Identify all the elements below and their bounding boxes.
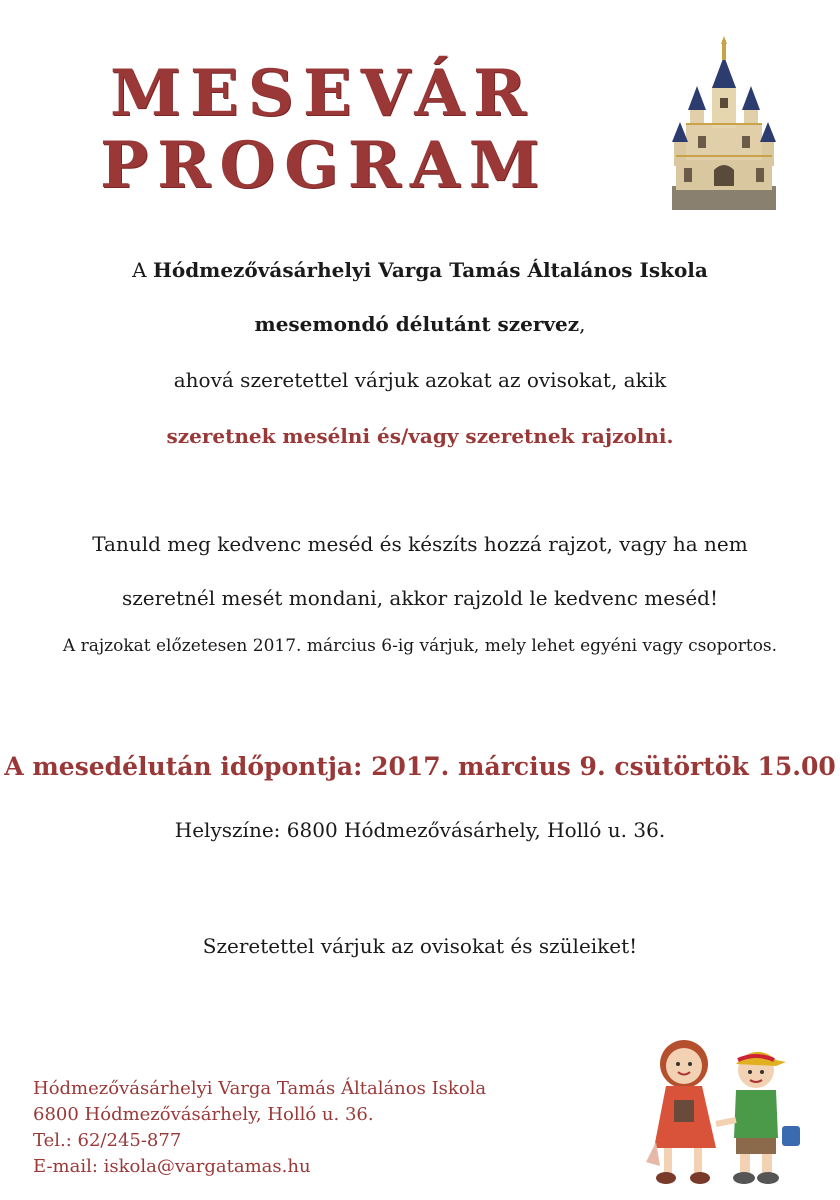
event-datetime: A mesedélután időpontja: 2017. március 9. csütörtök 15.00	[4, 752, 836, 781]
title-line-2: PROGRAM	[100, 128, 549, 203]
footer-address: 6800 Hódmezővásárhely, Holló u. 36.	[33, 1104, 374, 1125]
footer-email: E-mail: iskola@vargatamas.hu	[33, 1156, 311, 1177]
intro-line-event	[0, 312, 840, 336]
instruction-line-3: A rajzokat előzetesen 2017. március 6-ig várjuk, mely lehet egyéni vagy csoportos.	[62, 636, 778, 656]
event-type: mesemondó délutánt szervez	[254, 312, 580, 336]
instruction-line-1: Tanuld meg kedvenc meséd és készíts hozzá rajzot, vagy ha nem	[92, 532, 748, 556]
footer-school-name: Hódmezővásárhelyi Varga Tamás Általános Iskola	[33, 1078, 487, 1099]
intro-prefix: A	[132, 258, 153, 282]
children-icon	[636, 1030, 806, 1190]
title-line-1: MESEVÁR	[110, 56, 536, 131]
event-location: Helyszíne: 6800 Hódmezővásárhely, Holló u. 36.	[174, 818, 666, 842]
castle-icon	[668, 36, 780, 214]
footer-phone: Tel.: 62/245-877	[33, 1130, 182, 1151]
intro-line-school	[0, 258, 840, 282]
footer-contact	[33, 1076, 593, 1180]
intro-invite: ahová szeretettel várjuk azokat az ovisokat, akik	[173, 368, 667, 392]
event-type-tail: ,	[579, 312, 586, 336]
school-name: Hódmezővásárhelyi Varga Tamás Általános Iskola	[152, 258, 708, 282]
intro-highlight: szeretnek mesélni és/vagy szeretnek rajzolni.	[166, 424, 674, 448]
instruction-line-2: szeretnél mesét mondani, akkor rajzold le kedvenc meséd!	[121, 586, 719, 610]
closing-text: Szeretettel várjuk az ovisokat és szüleiket!	[202, 934, 638, 958]
